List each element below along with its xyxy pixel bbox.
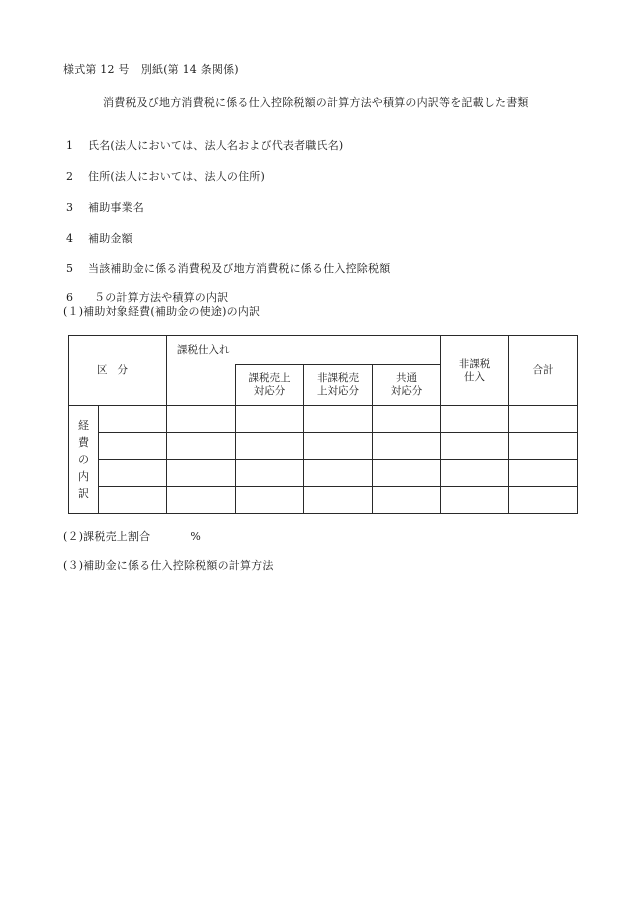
item-number: 2 xyxy=(66,170,74,183)
item-2 xyxy=(66,170,265,184)
header-hikazei-uriage xyxy=(304,365,373,406)
table-cell[interactable] xyxy=(167,460,236,487)
expense-breakdown-table xyxy=(68,335,578,514)
taxable-sales-ratio-unit: % xyxy=(190,530,202,543)
table-cell[interactable] xyxy=(167,487,236,514)
table-cell[interactable] xyxy=(509,460,578,487)
subsection-2 xyxy=(63,530,201,544)
header-kazei-shiire: 課税仕入れ xyxy=(167,336,441,365)
subsection-1: (１)補助対象経費(補助金の使途)の内訳 xyxy=(63,305,261,318)
header-kyotsu-line2: 対応分 xyxy=(390,385,423,397)
header-kazei-blank xyxy=(167,365,236,406)
item-4 xyxy=(66,232,133,246)
table-cell[interactable] xyxy=(304,406,373,433)
table-cell[interactable] xyxy=(509,433,578,460)
vert-char: 訳 xyxy=(78,487,89,500)
table-cell[interactable] xyxy=(304,487,373,514)
vert-char: の xyxy=(78,453,89,466)
header-kazei-uriage-line1: 課税売上 xyxy=(248,372,291,384)
table-cell[interactable] xyxy=(236,433,304,460)
header-hikazei-uriage-line1: 非課税売 xyxy=(317,372,359,384)
table-cell[interactable] xyxy=(167,406,236,433)
header-kyotsu-line1: 共通 xyxy=(396,372,417,384)
item-number: 5 xyxy=(66,262,74,275)
item-number: 4 xyxy=(66,232,74,245)
header-kazei-uriage-line2: 対応分 xyxy=(253,385,286,397)
header-total: 合計 xyxy=(509,336,578,406)
item-label: ５の計算方法や積算の内訳 xyxy=(94,291,229,304)
item-3 xyxy=(66,201,144,215)
table-cell[interactable] xyxy=(509,406,578,433)
header-hikazei-uriage-line2: 上対応分 xyxy=(317,385,359,397)
vert-char: 経 xyxy=(78,419,89,432)
item-label: 補助事業名 xyxy=(88,201,144,214)
item-number: 1 xyxy=(66,139,74,152)
document-title: 消費税及び地方消費税に係る仕入控除税額の計算方法や積算の内訳等を記載した書類 xyxy=(103,96,529,109)
item-5 xyxy=(66,262,390,276)
item-label: 氏名(法人においては、法人名および代表者職氏名) xyxy=(88,139,344,152)
item-1 xyxy=(66,139,343,153)
header-hikazei-shiire-line1: 非課税 xyxy=(458,357,491,370)
header-hikazei-shiire xyxy=(441,336,509,406)
item-number: 3 xyxy=(66,201,74,214)
item-label: 当該補助金に係る消費税及び地方消費税に係る仕入控除税額 xyxy=(88,262,391,275)
table-header-row-1 xyxy=(69,336,578,365)
table-cell[interactable] xyxy=(99,406,167,433)
table-cell[interactable] xyxy=(373,460,441,487)
item-6 xyxy=(66,291,228,305)
table-cell[interactable] xyxy=(304,433,373,460)
table-cell[interactable] xyxy=(304,460,373,487)
header-kubun: 区分 xyxy=(69,336,167,406)
header-kyotsu xyxy=(373,365,441,406)
table-cell[interactable] xyxy=(441,460,509,487)
table-cell[interactable] xyxy=(99,487,167,514)
table-cell[interactable] xyxy=(373,406,441,433)
table-cell[interactable] xyxy=(99,460,167,487)
item-label: 補助金額 xyxy=(88,232,133,245)
table-cell[interactable] xyxy=(236,460,304,487)
table-row xyxy=(69,406,578,433)
table-cell[interactable] xyxy=(441,406,509,433)
table-cell[interactable] xyxy=(236,406,304,433)
item-number: 6 xyxy=(66,291,74,304)
table-cell[interactable] xyxy=(99,433,167,460)
header-kazei-uriage xyxy=(236,365,304,406)
subsection-3: (３)補助金に係る仕入控除税額の計算方法 xyxy=(63,559,274,572)
form-id: 様式第 12 号 別紙(第 14 条関係) xyxy=(63,63,239,76)
row-group-label-expense-breakdown xyxy=(69,406,99,514)
table-cell[interactable] xyxy=(373,433,441,460)
table-cell[interactable] xyxy=(441,487,509,514)
item-label: 住所(法人においては、法人の住所) xyxy=(88,170,265,183)
taxable-sales-ratio-label: (２)課税売上割合 xyxy=(63,530,151,543)
vert-char: 費 xyxy=(78,436,89,449)
table-row xyxy=(69,433,578,460)
vert-char: 内 xyxy=(78,470,89,483)
table-cell[interactable] xyxy=(236,487,304,514)
table-cell[interactable] xyxy=(441,433,509,460)
table-cell[interactable] xyxy=(509,487,578,514)
table-cell[interactable] xyxy=(373,487,441,514)
table-cell[interactable] xyxy=(167,433,236,460)
table-row xyxy=(69,460,578,487)
header-hikazei-shiire-line2: 仕入 xyxy=(464,370,485,383)
table-row xyxy=(69,487,578,514)
